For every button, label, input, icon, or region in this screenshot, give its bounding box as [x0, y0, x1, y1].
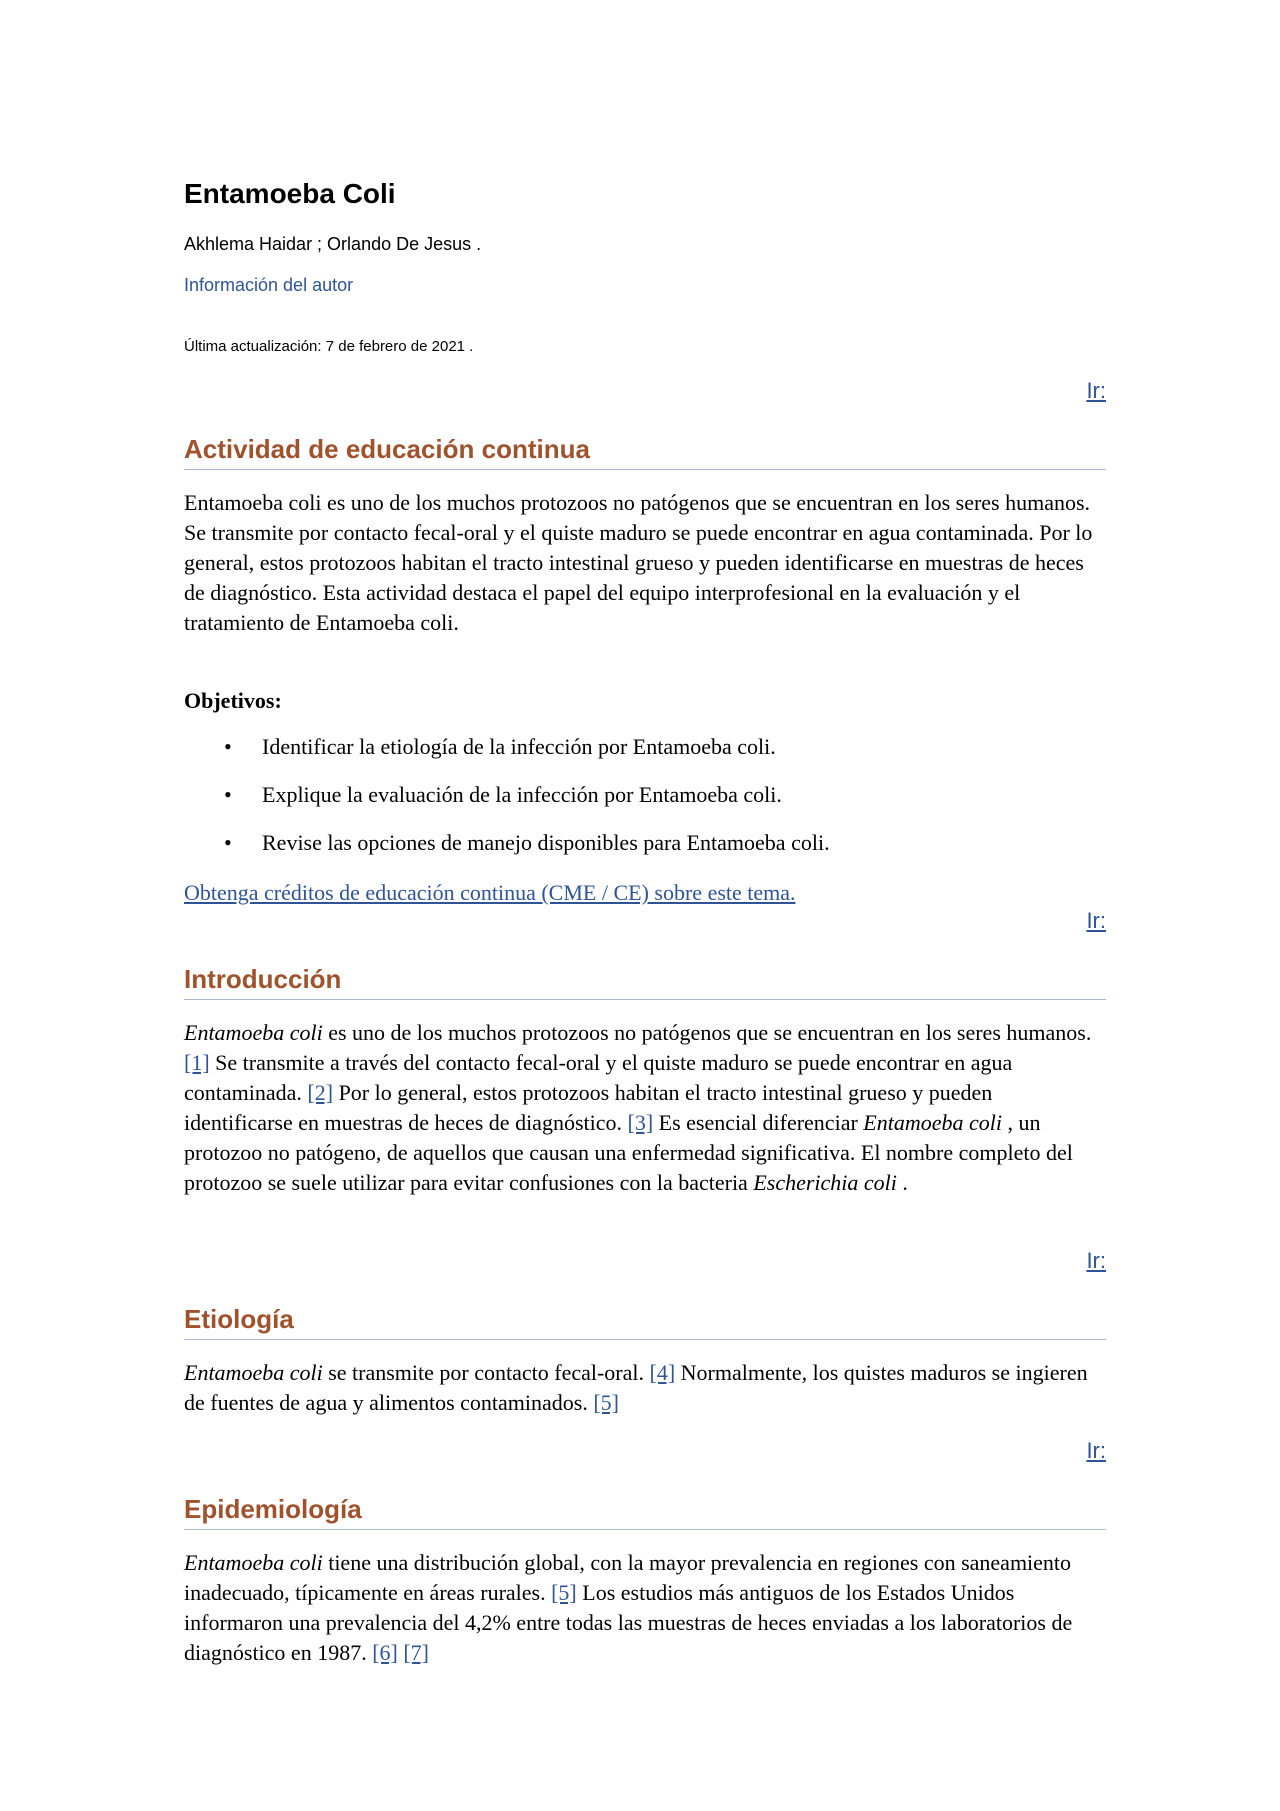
section-heading-etiology: Etiología [184, 1304, 1106, 1340]
citation-link[interactable]: [4] [649, 1360, 676, 1385]
text-run: Se transmite a través del contacto fecal-oral y el quiste maduro se puede encontrar en agua contaminada. [184, 1050, 1013, 1105]
citation-link[interactable]: [1] [184, 1050, 210, 1075]
section-heading-introduction: Introducción [184, 964, 1106, 1000]
citation-link[interactable]: [6] [372, 1640, 398, 1665]
objective-item: Explique la evaluación de la infección por Entamoeba coli. [262, 782, 782, 807]
italic-term: Entamoeba coli [184, 1020, 323, 1045]
epidemiology-paragraph [184, 1548, 1106, 1668]
citation-link[interactable]: [2] [307, 1080, 334, 1105]
text-run: Por lo general, estos protozoos habitan el tracto intestinal grueso y pueden identificarse en muestras de heces de diagnóstico. [184, 1080, 993, 1135]
introduction-paragraph [184, 1018, 1106, 1198]
authors: Akhlema Haidar ; Orlando De Jesus . [184, 234, 482, 254]
text-run: , un protozoo no patógeno, de aquellos que causan una enfermedad significativa. El nombre completo del protozoo se suele utilizar para evitar confusiones con la bacteria [184, 1110, 1073, 1195]
text-run: . [896, 1170, 908, 1195]
citation-link[interactable]: [7] [403, 1640, 430, 1665]
text-run: Normalmente, los quistes maduros se ingieren de fuentes de agua y alimentos contaminados. [184, 1360, 1088, 1415]
cme-credits-link[interactable]: Obtenga créditos de educación continua (CME / CE) sobre este tema. [184, 880, 796, 905]
text-run: es uno de los muchos protozoos no patógenos que se encuentran en los seres humanos. [322, 1020, 1092, 1045]
section-heading-continuing-education: Actividad de educación continua [184, 434, 1106, 470]
etiology-paragraph [184, 1358, 1106, 1418]
citation-link[interactable]: [5] [551, 1580, 577, 1605]
italic-term: Entamoeba coli [184, 1360, 323, 1385]
citation-link[interactable]: [5] [593, 1390, 619, 1415]
continuing-education-paragraph: Entamoeba coli es uno de los muchos protozoos no patógenos que se encuentran en los seres humanos. Se transmite por contacto fecal-oral y el quiste maduro se puede encontrar en agua contaminada. Por lo general, estos protozoos habitan el tracto intestinal grueso y pueden identificarse en muestras de heces de diagnóstico. Esta actividad destaca el papel del equipo interprofesional en la evaluación y el tratamiento de Entamoeba coli. [184, 490, 1093, 635]
goto-link[interactable]: Ir: [1086, 1248, 1106, 1273]
objective-item: Revise las opciones de manejo disponibles para Entamoeba coli. [262, 830, 830, 855]
objectives-label: Objetivos: [184, 688, 282, 713]
goto-link[interactable]: Ir: [1086, 908, 1106, 933]
bullet-icon: • [224, 830, 232, 855]
bullet-icon: • [224, 734, 232, 759]
section-heading-epidemiology: Epidemiología [184, 1494, 1106, 1530]
text-run: se transmite por contacto fecal-oral. [322, 1360, 650, 1385]
objective-item: Identificar la etiología de la infección por Entamoeba coli. [262, 734, 776, 759]
text-run: tiene una distribución global, con la mayor prevalencia en regiones con saneamiento inadecuado, típicamente en áreas rurales. [184, 1550, 1072, 1605]
goto-link[interactable]: Ir: [1086, 378, 1106, 403]
page-title: Entamoeba Coli [184, 178, 396, 209]
italic-term: Entamoeba coli [863, 1110, 1002, 1135]
text-run: Es esencial diferenciar [653, 1110, 864, 1135]
italic-term: Entamoeba coli [184, 1550, 323, 1575]
author-info-link[interactable]: Información del autor [184, 275, 354, 295]
goto-link[interactable]: Ir: [1086, 1438, 1106, 1463]
italic-term: Escherichia coli [753, 1170, 897, 1195]
citation-link[interactable]: [3] [627, 1110, 654, 1135]
text-run: Los estudios más antiguos de los Estados Unidos informaron una prevalencia del 4,2% entre todas las muestras de heces enviadas a los laboratorios de diagnóstico en 1987. [184, 1580, 1073, 1665]
bullet-icon: • [224, 782, 232, 807]
last-updated: Última actualización: 7 de febrero de 2021 . [184, 338, 474, 355]
